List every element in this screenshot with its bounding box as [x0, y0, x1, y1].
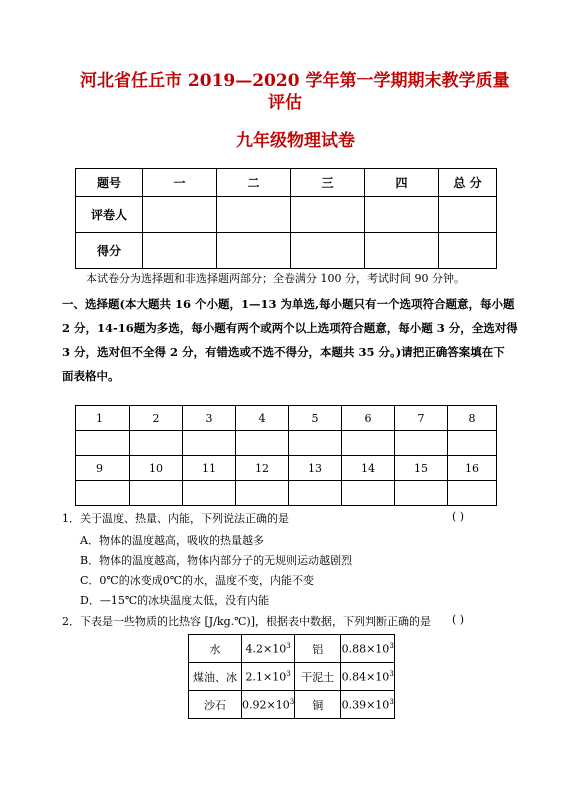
answer-number: 11: [183, 456, 236, 481]
answer-number: 6: [342, 406, 395, 431]
section1-line: 面表格中。: [62, 369, 120, 383]
substance-name: 铝: [295, 635, 341, 663]
specific-heat-value: $2.1\times 10^3$: [242, 663, 295, 691]
question2-stem: 2．下表是一些物质的比热容 [J/kg.℃)]，根据表中数据，下列判断正确的是: [62, 615, 431, 628]
specific-heat-value: $0.92\times 10^3$: [242, 691, 295, 719]
score-header-cell: 一: [143, 169, 217, 197]
specific-heat-value: $0.39\times 10^3$: [341, 691, 395, 719]
substance-name: 煤油、冰: [189, 663, 242, 691]
section1-line: 2 分，14-16题为多选，每小题有两个或两个以上选项符合题意，每小题 3 分，全选对得: [62, 321, 518, 335]
answer-number: 15: [395, 456, 448, 481]
answer-cell[interactable]: [183, 431, 236, 456]
substance-name: 水: [189, 635, 242, 663]
question1-stem: 1．关于温度、热量、内能，下列说法正确的是: [62, 512, 289, 525]
score-cell[interactable]: [217, 197, 291, 233]
question1-option-d: D．—15℃的冰块温度太低，没有内能: [80, 594, 270, 607]
score-header-cell: 总 分: [439, 169, 497, 197]
section1-line: 3 分，选对但不全得 2 分，有错选或不选不得分，本题共 35 分。)请把正确答案填在下: [62, 345, 505, 359]
answer-number: 10: [130, 456, 183, 481]
answer-number: 5: [289, 406, 342, 431]
question1-option-b: B．物体的温度越高，物体内部分子的无规则运动越剧烈: [80, 554, 353, 567]
answer-cell[interactable]: [342, 481, 395, 506]
score-header-cell: 二: [217, 169, 291, 197]
score-cell[interactable]: [291, 197, 365, 233]
score-row-label: 评卷人: [76, 197, 143, 233]
answer-number: 9: [76, 456, 130, 481]
answer-cell[interactable]: [448, 481, 497, 506]
score-cell[interactable]: [217, 233, 291, 269]
score-header-cell: 三: [291, 169, 365, 197]
substance-name: 干泥土: [295, 663, 341, 691]
score-cell[interactable]: [439, 197, 497, 233]
answer-cell[interactable]: [76, 431, 130, 456]
question2-answer-bracket[interactable]: ( ): [452, 613, 465, 626]
answer-number: 8: [448, 406, 497, 431]
specific-heat-value: $4.2\times 10^3$: [242, 635, 295, 663]
answer-number: 2: [130, 406, 183, 431]
question1-option-c: C．0℃的冰变成0℃的水，温度不变，内能不变: [80, 574, 315, 587]
answer-cell[interactable]: [395, 431, 448, 456]
question1-option-a: A．物体的温度越高，吸收的热量越多: [80, 534, 264, 547]
score-cell[interactable]: [143, 233, 217, 269]
answer-table: [75, 405, 497, 506]
answer-cell[interactable]: [236, 481, 289, 506]
answer-cell[interactable]: [76, 481, 130, 506]
answer-cell[interactable]: [130, 481, 183, 506]
answer-cell[interactable]: [289, 481, 342, 506]
answer-number: 16: [448, 456, 497, 481]
answer-number: 4: [236, 406, 289, 431]
specific-heat-value: $0.88\times 10^3$: [341, 635, 395, 663]
document-title-line1: 河北省任丘市 2019—2020 学年第一学期期末教学质量: [80, 71, 510, 91]
answer-number: 12: [236, 456, 289, 481]
answer-number: 7: [395, 406, 448, 431]
score-header-cell: 四: [365, 169, 439, 197]
answer-number: 13: [289, 456, 342, 481]
score-header-cell: 题号: [76, 169, 143, 197]
score-cell[interactable]: [291, 233, 365, 269]
score-table: [75, 168, 497, 269]
score-row-label: 得分: [76, 233, 143, 269]
score-cell[interactable]: [365, 233, 439, 269]
score-cell[interactable]: [365, 197, 439, 233]
answer-number: 1: [76, 406, 130, 431]
document-subtitle: 九年级物理试卷: [236, 131, 355, 151]
score-cell[interactable]: [439, 233, 497, 269]
document-title-line2: 评估: [268, 93, 302, 113]
answer-number: 3: [183, 406, 236, 431]
answer-cell[interactable]: [342, 431, 395, 456]
score-cell[interactable]: [143, 197, 217, 233]
answer-cell[interactable]: [395, 481, 448, 506]
answer-cell[interactable]: [236, 431, 289, 456]
answer-cell[interactable]: [448, 431, 497, 456]
question1-answer-bracket[interactable]: ( ): [452, 510, 465, 523]
intro-text: 本试卷分为选择题和非选择题两部分；全卷满分 100 分，考试时间 90 分钟。: [86, 272, 465, 285]
answer-cell[interactable]: [289, 431, 342, 456]
section1-line: 一、选择题(本大题共 16 个小题，1—13 为单选,每小题只有一个选项符合题意，每小题: [62, 297, 515, 311]
specific-heat-table: [188, 634, 395, 719]
answer-cell[interactable]: [130, 431, 183, 456]
answer-cell[interactable]: [183, 481, 236, 506]
answer-number: 14: [342, 456, 395, 481]
specific-heat-value: $0.84\times 10^3$: [341, 663, 395, 691]
substance-name: 沙石: [189, 691, 242, 719]
substance-name: 铜: [295, 691, 341, 719]
